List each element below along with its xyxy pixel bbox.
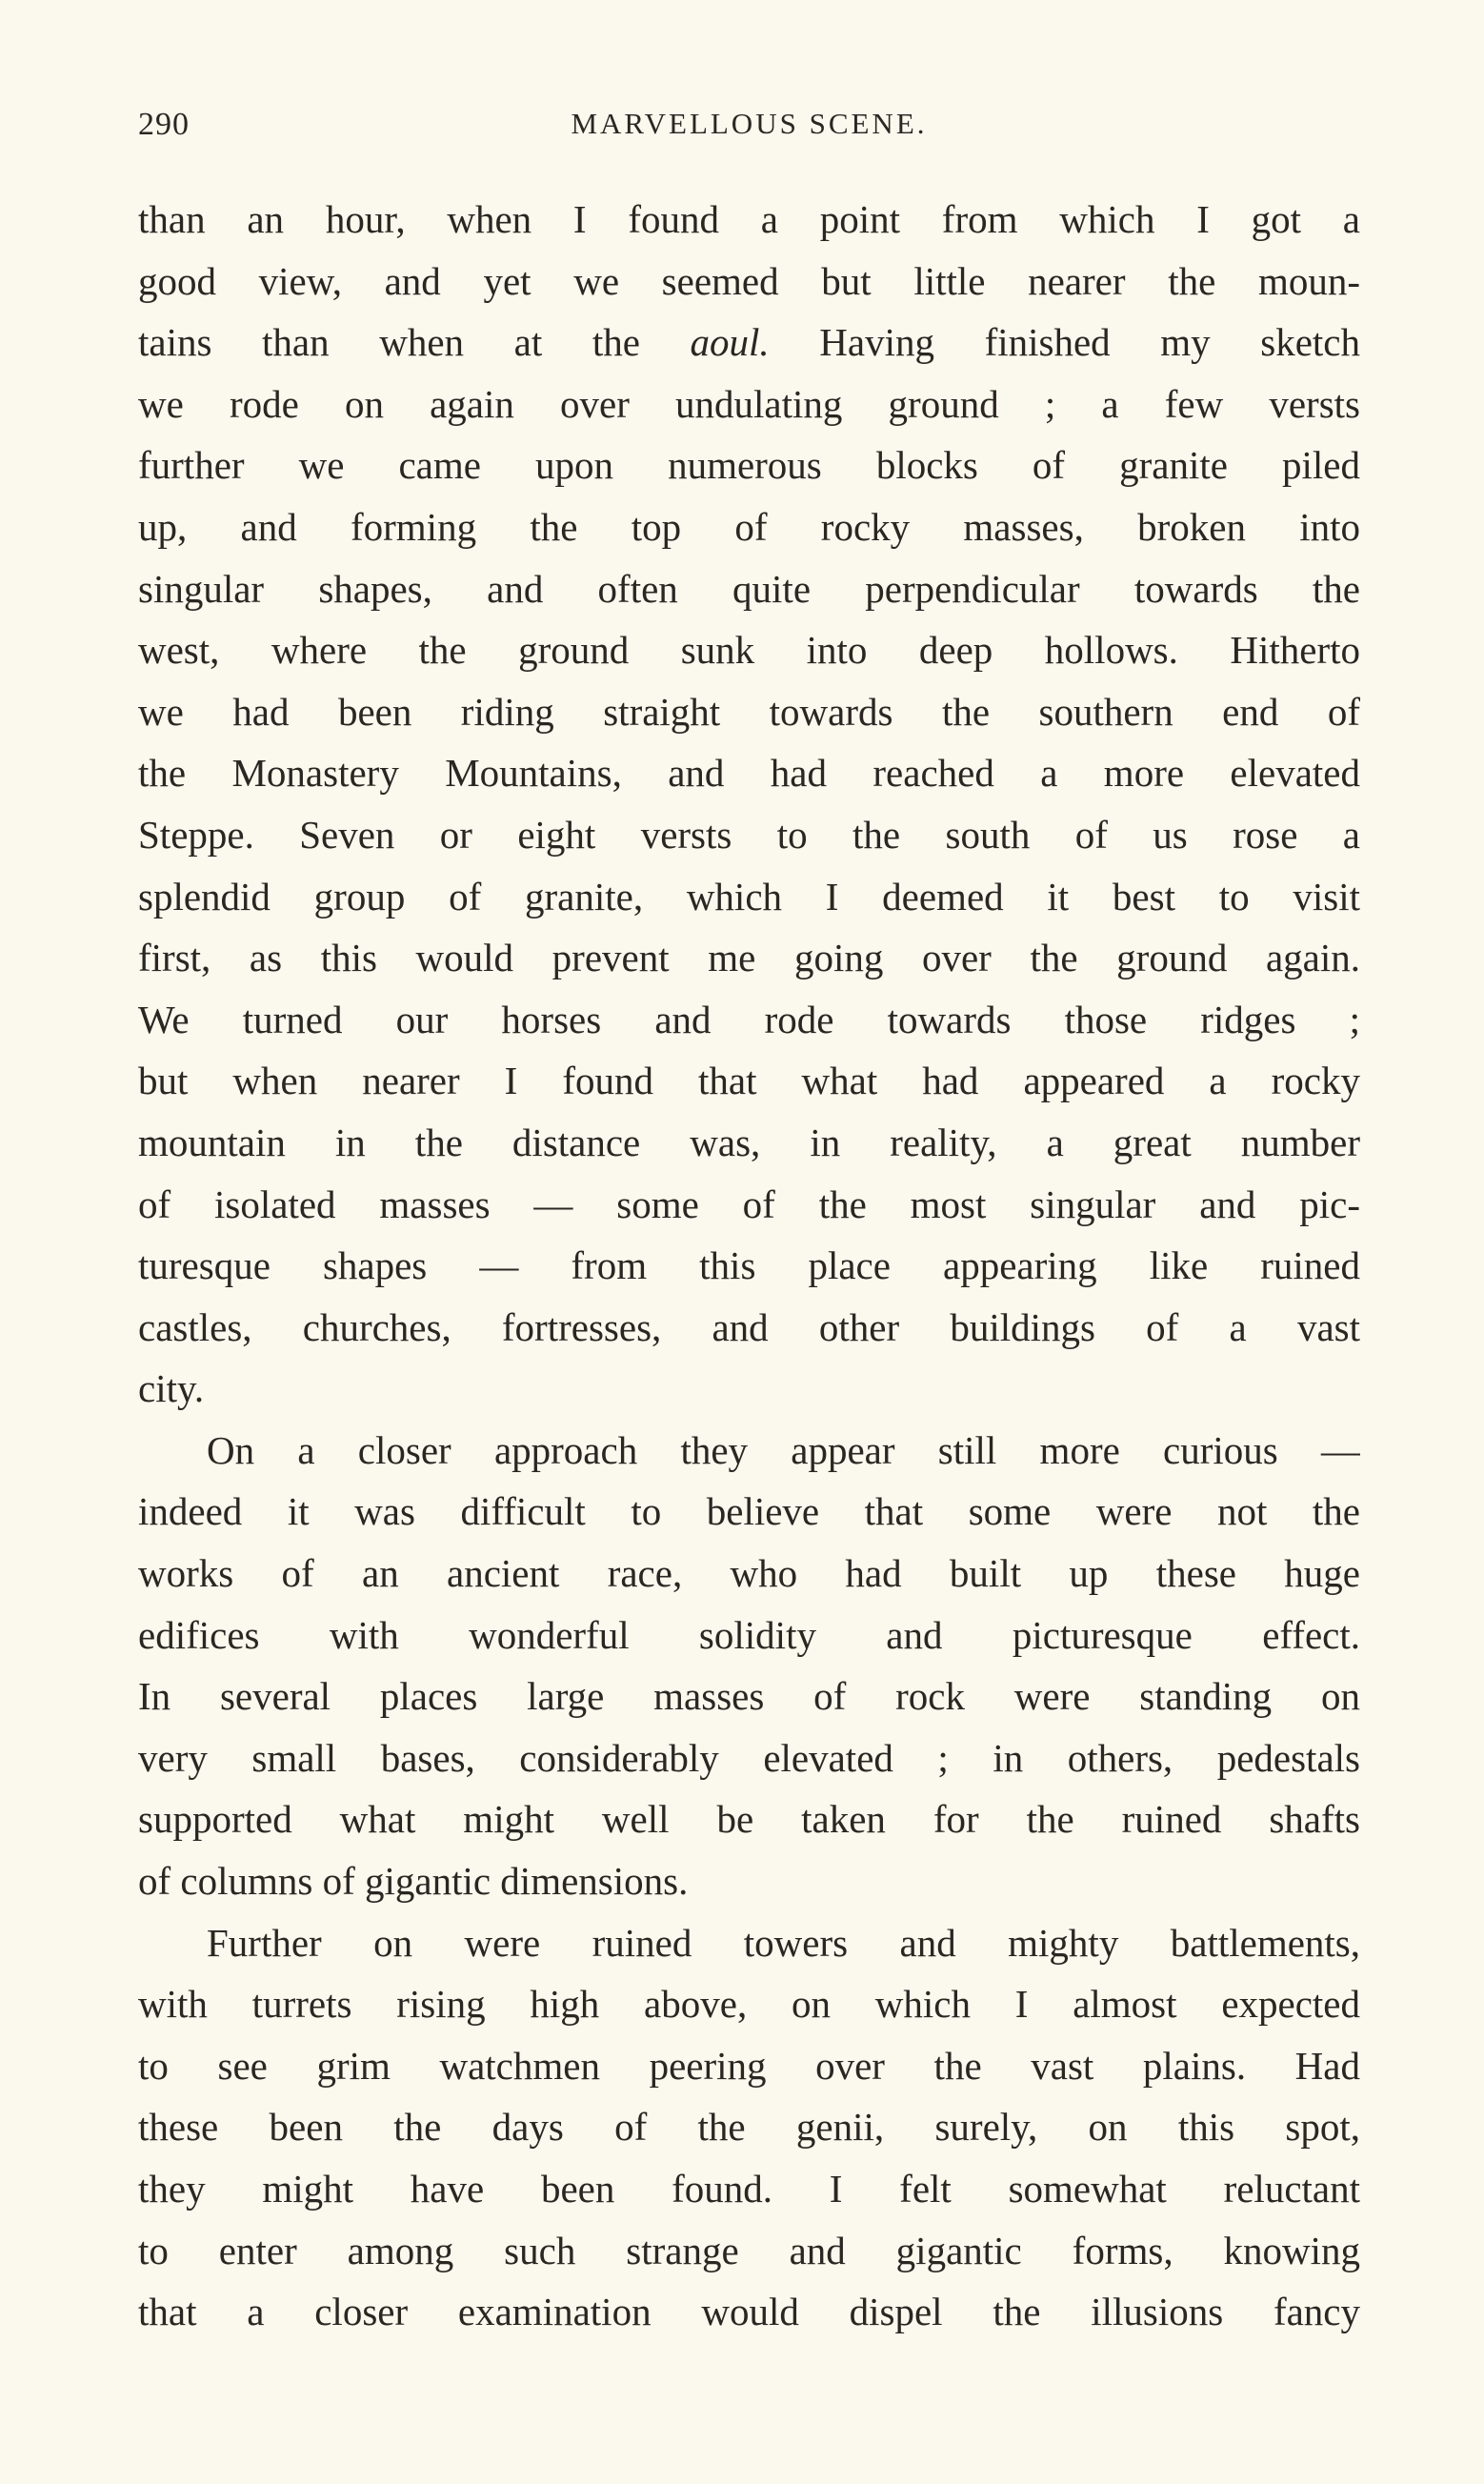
- text-line: the Monastery Mountains, and had reached a more elevated: [138, 751, 1360, 796]
- text-line: than an hour, when I found a point from which I got a: [138, 197, 1360, 241]
- text-line-end: Having finished my sketch: [769, 320, 1360, 365]
- text-line: mountain in the distance was, in reality, a great number: [138, 1120, 1360, 1164]
- text-line: that a closer examination would dispel the illusions fancy: [138, 2290, 1360, 2334]
- body-text: [138, 189, 1360, 2343]
- running-head: MARVELLOUS SCENE.: [571, 107, 928, 140]
- text-line: first, as this would prevent me going over the ground again.: [138, 936, 1360, 980]
- text-line: works of an ancient race, who had built up these huge: [138, 1551, 1360, 1596]
- text-line: they might have been found. I felt somewhat reluctant: [138, 2167, 1360, 2211]
- paragraph-start-line: On a closer approach they appear still more curious —: [207, 1427, 1360, 1472]
- text-line: castles, churches, fortresses, and other buildings of a vast: [138, 1304, 1360, 1349]
- text-line: supported what might well be taken for the ruined shafts: [138, 1797, 1360, 1842]
- paragraph-start-line: Further on were ruined towers and mighty battlements,: [207, 1920, 1360, 1965]
- text-line: west, where the ground sunk into deep hollows. Hitherto: [138, 628, 1360, 673]
- text-line: turesque shapes — from this place appearing like ruined: [138, 1243, 1360, 1288]
- text-line: Steppe. Seven or eight versts to the south of us rose a: [138, 812, 1360, 857]
- text-line: indeed it was difficult to believe that some were not the: [138, 1489, 1360, 1534]
- text-line: we had been riding straight towards the southern end of: [138, 689, 1360, 734]
- text-line: of columns of gigantic dimensions.: [138, 1859, 689, 1904]
- text-line: We turned our horses and rode towards those ridges ;: [138, 997, 1360, 1041]
- text-line: further we came upon numerous blocks of granite piled: [138, 443, 1360, 488]
- text-line: city.: [138, 1366, 205, 1411]
- text-line: very small bases, considerably elevated ; in others, pedestals: [138, 1735, 1360, 1780]
- text-line: of isolated masses — some of the most singular and pic-: [138, 1181, 1360, 1226]
- text-line: to enter among such strange and gigantic forms, knowing: [138, 2228, 1360, 2272]
- page-number: 290: [138, 107, 190, 142]
- text-line: we rode on again over undulating ground ; a few versts: [138, 381, 1360, 426]
- text-line: up, and forming the top of rocky masses, broken into: [138, 504, 1360, 549]
- text-line: edifices with wonderful solidity and picturesque effect.: [138, 1612, 1360, 1657]
- text-line-start: tains than when at the: [138, 320, 691, 365]
- text-line: good view, and yet we seemed but little nearer the moun-: [138, 258, 1360, 303]
- text-line: In several places large masses of rock were standing on: [138, 1674, 1360, 1719]
- text-line: singular shapes, and often quite perpendicular towards the: [138, 566, 1360, 611]
- text-line: splendid group of granite, which I deemed it best to visit: [138, 874, 1360, 919]
- text-line: these been the days of the genii, surely, on this spot,: [138, 2105, 1360, 2150]
- page-header: [138, 107, 1360, 164]
- text-line-with-italic: [138, 312, 1360, 374]
- italic-word: aoul.: [690, 320, 770, 365]
- text-line: to see grim watchmen peering over the vast plains. Had: [138, 2043, 1360, 2088]
- text-line: with turrets rising high above, on which I almost expected: [138, 1982, 1360, 2027]
- text-line: but when nearer I found that what had appeared a rocky: [138, 1059, 1360, 1103]
